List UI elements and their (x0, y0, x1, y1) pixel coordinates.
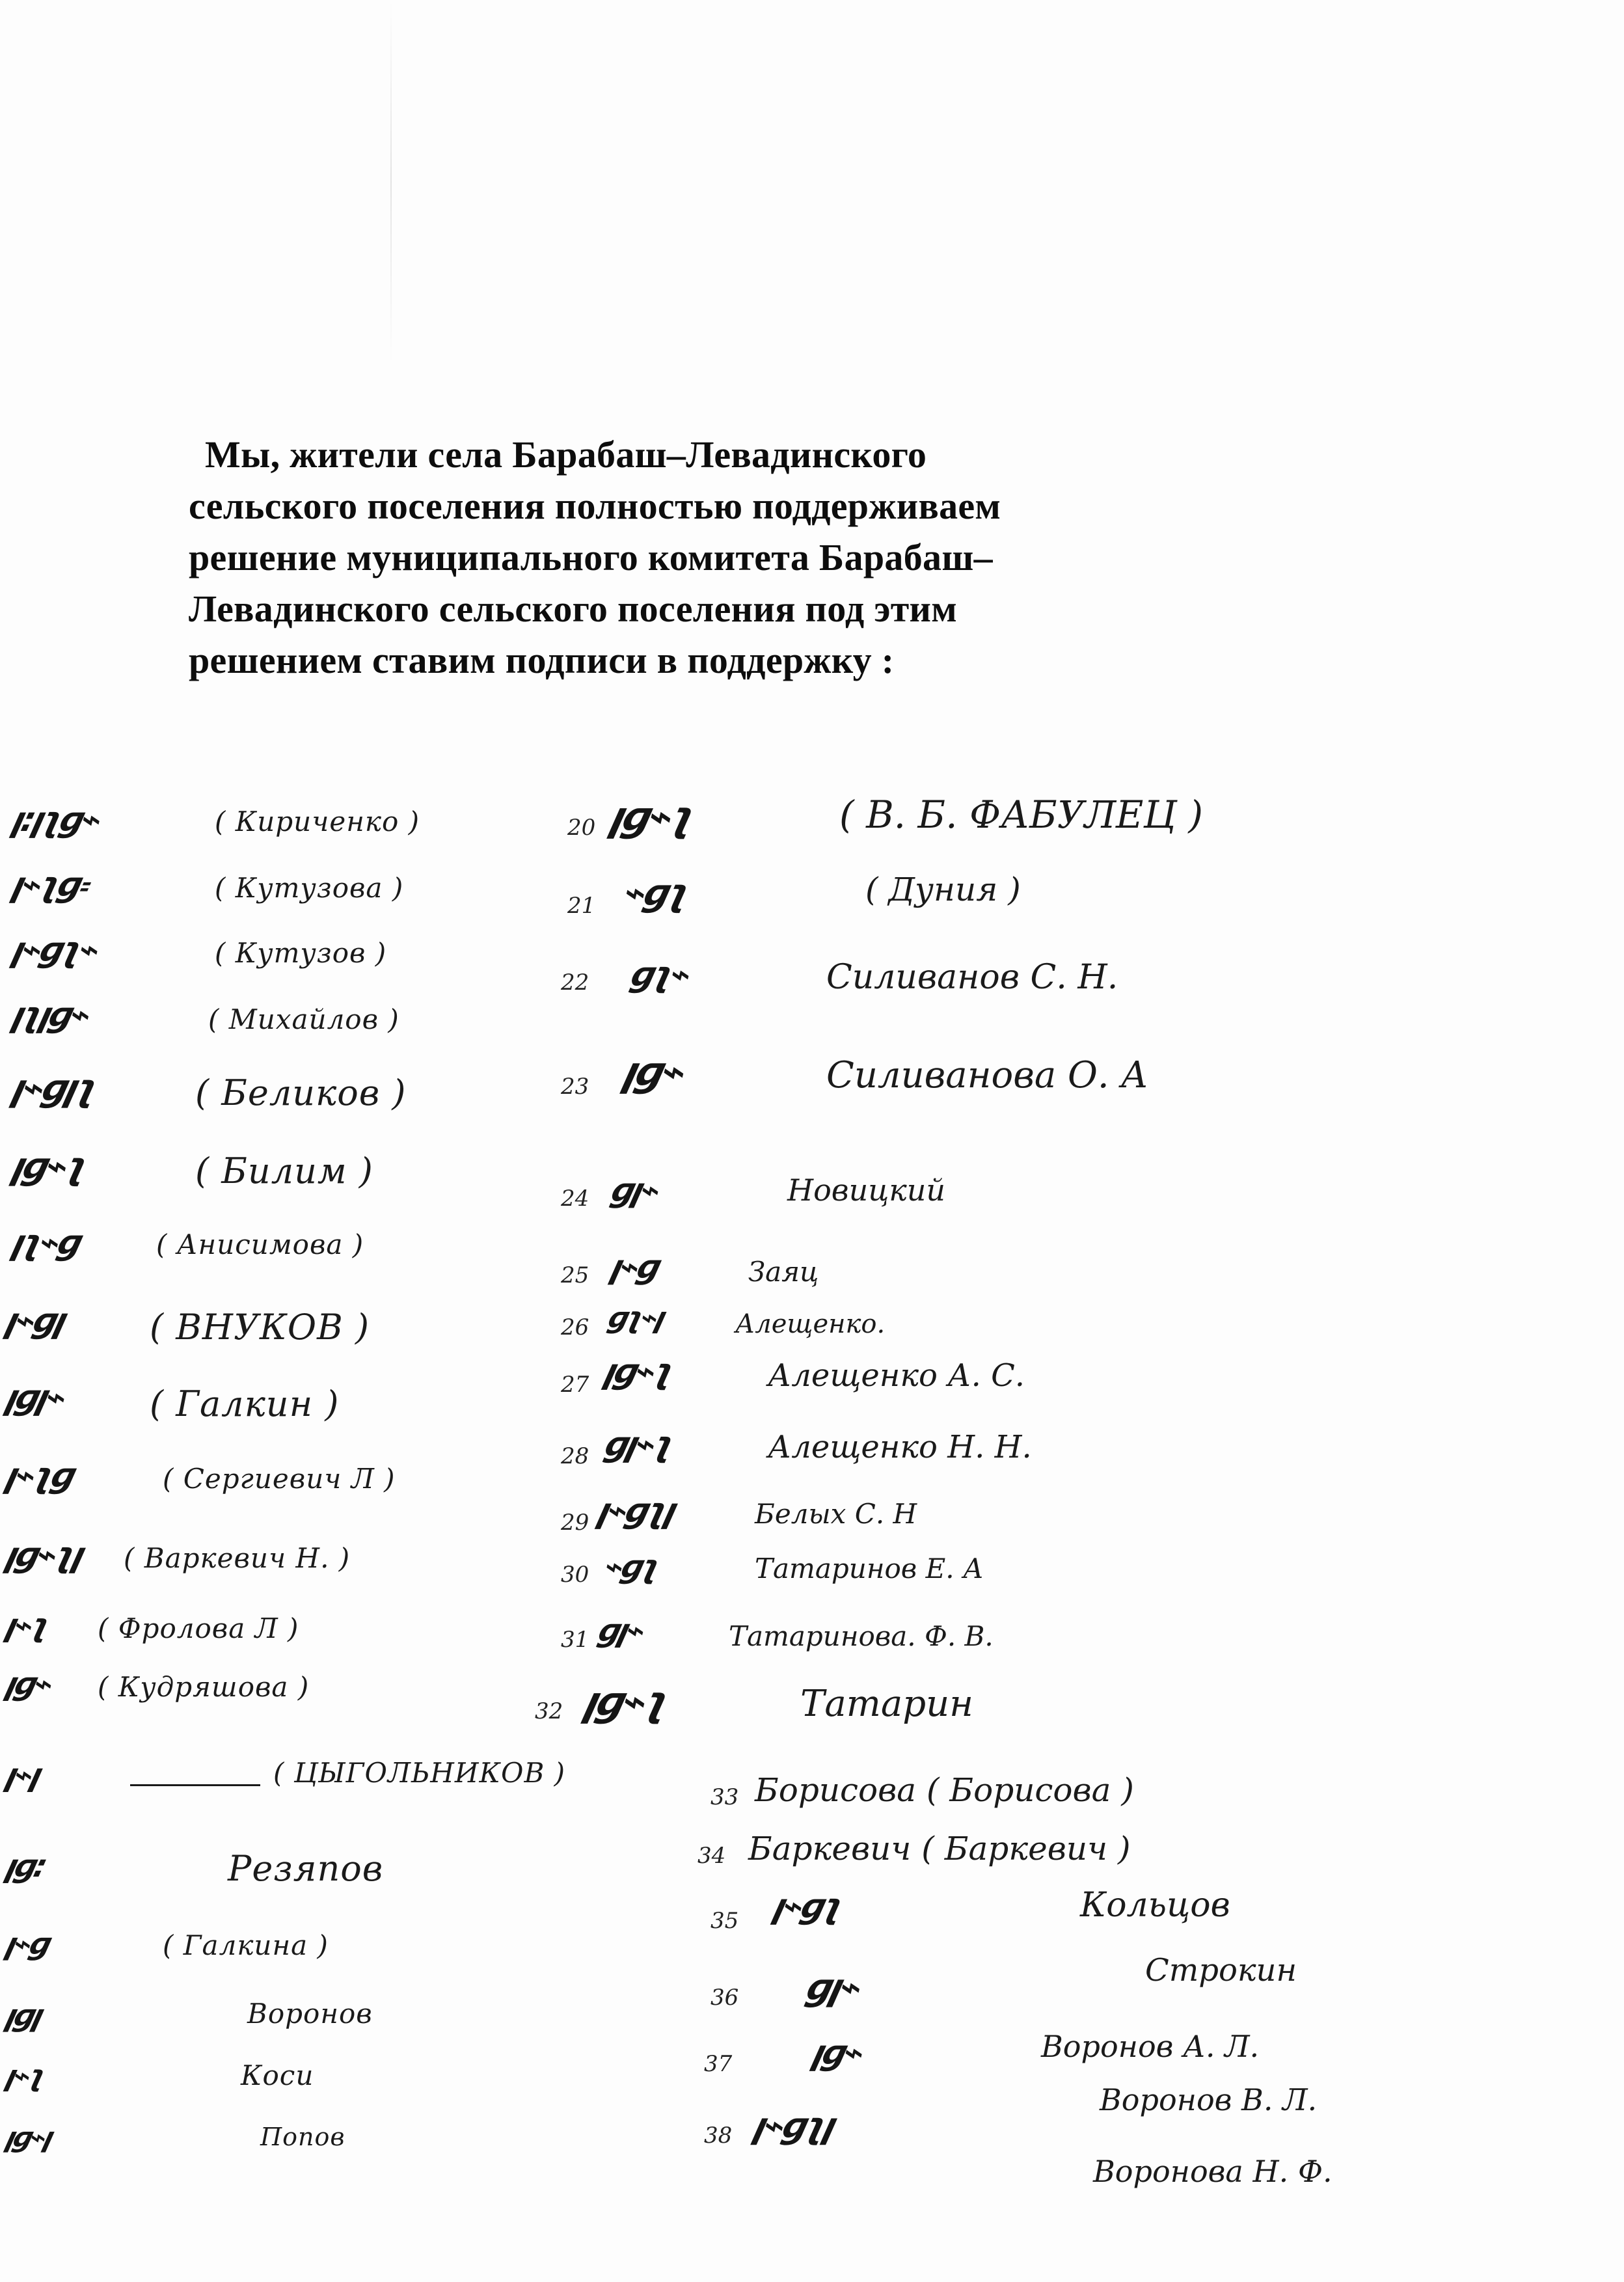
signature-mark: ꞁɡ⌁ʅ (600, 1352, 677, 1391)
list-item: ( Билим ) (195, 1150, 373, 1191)
heading-line-5: решением ставим подписи в поддержку : (189, 638, 895, 681)
list-item: Воронов (247, 1998, 373, 2030)
signature-mark: ꞁʅꞁɡ⌁ (8, 996, 94, 1035)
list-item-number: 25 (561, 1262, 589, 1288)
signature-mark: ɡꞁ⌁ (594, 1612, 647, 1649)
signature-mark: ꞁɡ꞉ (2, 1848, 49, 1884)
list-item: Попов (260, 2123, 345, 2151)
signature-mark: ꞁ⌁ɡꞁʅ (7, 1067, 101, 1109)
list-item: ( Галкина ) (163, 1929, 329, 1961)
list-item: ( Сергиевич Л ) (163, 1463, 396, 1495)
signature-mark: ꞁ⌁ɡ (2, 1926, 53, 1961)
list-item-number: 31 (561, 1627, 589, 1653)
page-fold-shadow (390, 0, 392, 364)
list-item: Алещенко. (735, 1309, 886, 1339)
list-item: Новицкий (787, 1173, 946, 1208)
list-item: Баркевич ( Баркевич ) (748, 1830, 1131, 1868)
signature-mark: ꞁ⌁ɡʅ⌁ (8, 930, 102, 970)
signature-mark: ɡꞁ⌁ (606, 1171, 663, 1209)
list-item-number: 24 (561, 1186, 589, 1212)
list-item: Алещенко Н. Н. (768, 1429, 1032, 1465)
list-item-number: 37 (704, 2051, 733, 2077)
list-item: Татаринов Е. А (755, 1553, 984, 1584)
signature-underline (130, 1784, 260, 1786)
heading-line-3: решение муниципального комитета Барабаш– (189, 536, 993, 578)
signature-mark: ꞁɡ⌁ (2, 1666, 55, 1702)
list-item: Татарин (800, 1683, 974, 1725)
list-item: Заяц (748, 1256, 819, 1288)
list-item: ( Кутузова ) (215, 872, 404, 904)
list-item: Строкин (1145, 1952, 1297, 1989)
heading-line-1: Мы, жители села Барабаш–Левадинского (205, 433, 927, 476)
heading-line-4: Левадинского сельского поселения под этим (189, 587, 958, 630)
heading-line-2: сельского поселения полностью поддерживаем (189, 484, 1001, 527)
list-item: Коси (241, 2059, 314, 2091)
list-item: ( В. Б. ФАБУЛЕЦ ) (839, 793, 1204, 837)
list-item: Воронов А. Л. (1041, 2029, 1260, 2064)
list-item: Белых С. Н (755, 1498, 917, 1530)
list-item: ( ВНУКОВ ) (150, 1307, 370, 1348)
list-item: ( Галкин ) (150, 1383, 340, 1424)
signature-mark: ꞁ⌁ʅ (2, 1607, 52, 1644)
list-item: Алещенко А. С. (768, 1357, 1025, 1394)
list-item-number: 34 (697, 1843, 726, 1869)
signature-mark: ꞁɡ⌁ (618, 1048, 690, 1095)
signature-mark: ⌁ɡʅ (601, 1549, 662, 1585)
signature-mark: ɡʅ⌁ (626, 955, 694, 994)
list-item-number: 38 (704, 2123, 733, 2149)
signature-mark: ꞁɡ⌁ʅ (7, 1145, 90, 1188)
signature-mark: ꞁ⌁ɡꞁ (1, 1301, 69, 1340)
signature-mark: ꞁ⌁ʅɡ (1, 1456, 78, 1495)
list-item-number: 27 (561, 1372, 589, 1398)
list-item: Воронов В. Л. (1100, 2082, 1318, 2117)
list-item-number: 35 (710, 1908, 739, 1934)
signature-mark: ꞁ⌁ꞁ (2, 1757, 44, 1793)
list-item: Татаринова. Ф. В. (729, 1620, 994, 1652)
signature-mark: ꞁɡ⌁ (808, 2033, 867, 2072)
page-title (189, 429, 1425, 686)
list-item-number: 22 (561, 970, 589, 996)
list-item: Силиванов С. Н. (826, 958, 1118, 997)
signature-mark: ꞁ꞉ꞁʅɡ⌁ (8, 800, 104, 839)
list-item: ( Фролова Л ) (98, 1612, 299, 1644)
list-item-number: 32 (535, 1698, 563, 1724)
signature-mark: ɡʅ⌁ꞁ (604, 1301, 668, 1335)
signature-mark: ɡꞁ⌁ʅ (600, 1425, 677, 1464)
signature-mark: ꞁɡ⌁ꞁ (2, 2121, 55, 2153)
signature-mark: ꞁɡ⌁ʅ (579, 1678, 673, 1725)
list-item: ( Кириченко ) (215, 806, 420, 837)
list-item: ( ЦЫГОЛЬНИКОВ ) (273, 1757, 566, 1789)
signature-mark: ꞁ⌁ɡʅꞁ (750, 2105, 839, 2146)
list-item-number: 36 (710, 1985, 739, 2011)
list-item: ( Михайлов ) (208, 1003, 399, 1035)
signature-mark: ꞁɡꞁ (2, 1998, 46, 2033)
signature-mark: ꞁɡ⌁ʅ (605, 793, 699, 840)
list-item-number: 20 (567, 815, 596, 841)
list-item-number: 28 (561, 1443, 589, 1469)
list-item: Кольцов (1080, 1886, 1230, 1925)
signature-mark: ꞁ⌁ʅɡ꞊ (8, 865, 95, 904)
signature-mark: ꞁ⌁ɡʅꞁ (593, 1491, 679, 1530)
signature-mark: ꞁ⌁ʅ (2, 2059, 47, 2093)
signature-mark: ⌁ɡʅ (619, 872, 692, 914)
list-item-number: 33 (710, 1784, 739, 1810)
signature-mark: ꞁɡꞁ⌁ (1, 1378, 69, 1417)
list-item: ( Кутузов ) (215, 937, 387, 969)
list-item: ( Дуния ) (865, 871, 1021, 908)
list-item: ( Варкевич Н. ) (124, 1542, 351, 1574)
signature-mark: ɡꞁ⌁ (801, 1966, 865, 2009)
list-item: ( Кудряшова ) (98, 1671, 310, 1703)
list-item-number: 23 (561, 1074, 589, 1100)
list-item-number: 21 (567, 893, 596, 919)
list-item: ( Анисимова ) (156, 1229, 364, 1260)
signature-mark: ꞁʅ⌁ɡ (8, 1223, 85, 1262)
signature-mark: ꞁɡ⌁ʅꞁ (1, 1536, 87, 1575)
list-item: Борисова ( Борисова ) (755, 1771, 1134, 1809)
list-item: ( Беликов ) (195, 1072, 407, 1113)
list-item: Силиванова О. А (826, 1054, 1148, 1096)
list-item: Резяпов (228, 1848, 384, 1889)
list-item-number: 29 (561, 1510, 589, 1536)
signature-mark: ꞁ⌁ɡʅ (769, 1887, 846, 1926)
list-item-number: 30 (561, 1562, 589, 1588)
signature-mark: ꞁ⌁ɡ (606, 1248, 663, 1286)
list-item: Воронова Н. Ф. (1093, 2154, 1333, 2189)
list-item-number: 26 (561, 1314, 589, 1340)
